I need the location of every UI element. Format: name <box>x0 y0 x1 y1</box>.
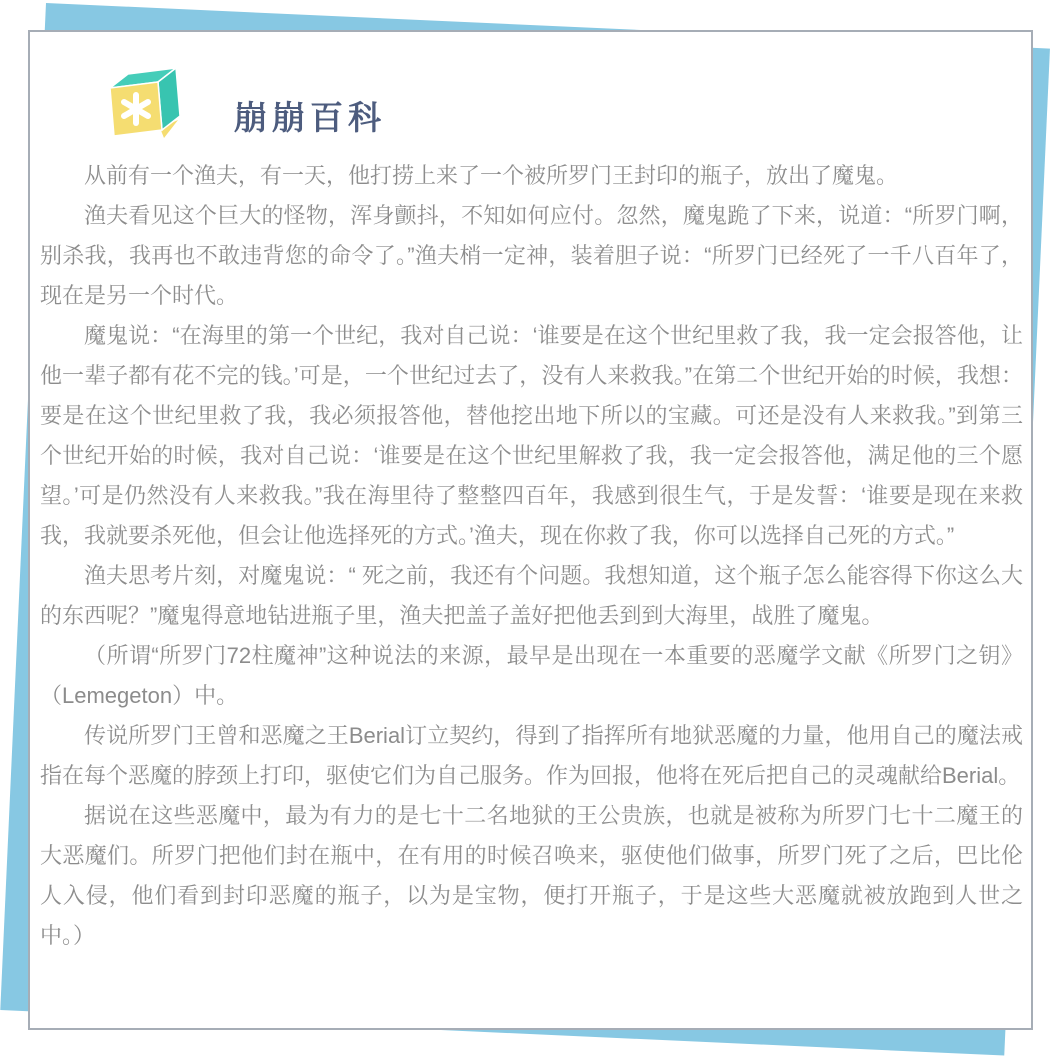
article-paragraph: （所谓“所罗门72柱魔神”这种说法的来源，最早是出现在一本重要的恶魔学文献《所罗门之钥》（Lemegeton）中。 <box>40 643 1023 708</box>
content-card <box>28 30 1033 1030</box>
article-paragraph: 从前有一个渔夫，有一天，他打捞上来了一个被所罗门王封印的瓶子，放出了魔鬼。 <box>84 163 899 188</box>
article-paragraph: 据说在这些恶魔中，最为有力的是七十二名地狱的王公贵族，也就是被称为所罗门七十二魔王的大恶魔们。所罗门把他们封在瓶中，在有用的时候召唤来，驱使他们做事，所罗门死了之后，巴比伦人入侵，他们看到封印恶魔的瓶子，以为是宝物，便打开瓶子，于是这些大恶魔就被放跑到人世之中。） <box>40 803 1023 948</box>
article-paragraph: 渔夫看见这个巨大的怪物，浑身颤抖，不知如何应付。忽然，魔鬼跪了下来，说道：“所罗门啊，别杀我，我再也不敢违背您的命令了。”渔夫梢一定神，装着胆子说：“所罗门已经死了一千八百年了，现在是另一个时代。 <box>40 203 1023 308</box>
page-title: 崩崩百科 <box>234 99 386 136</box>
encyclopedia-cube-icon <box>100 58 180 138</box>
article-body <box>40 156 1023 956</box>
article-paragraph: 魔鬼说：“在海里的第一个世纪，我对自己说：‘谁要是在这个世纪里救了我，我一定会报答他，让他一辈子都有花不完的钱。’可是，一个世纪过去了，没有人来救我。”在第二个世纪开始的时候，我想：要是在这个世纪里救了我，我必须报答他，替他挖出地下所以的宝藏。可还是没有人来救我。”到第三个世纪开始的时候，我对自己说：‘谁要是在这个世纪里解救了我，我一定会报答他，满足他的三个愿望。’可是仍然没有人来救我。”我在海里待了整整四百年，我感到很生气，于是发誓：‘谁要是现在来救我，我就要杀死他，但会让他选择死的方式。’渔夫，现在你救了我，你可以选择自己死的方式。” <box>40 323 1023 548</box>
article-paragraph: 传说所罗门王曾和恶魔之王Berial订立契约，得到了指挥所有地狱恶魔的力量，他用自己的魔法戒指在每个恶魔的脖颈上打印，驱使它们为自己服务。作为回报，他将在死后把自己的灵魂献给Berial。 <box>40 723 1023 788</box>
article-paragraph: 渔夫思考片刻，对魔鬼说：“ 死之前，我还有个问题。我想知道，这个瓶子怎么能容得下你这么大的东西呢？”魔鬼得意地钻进瓶子里，渔夫把盖子盖好把他丢到到大海里，战胜了魔鬼。 <box>40 563 1023 628</box>
